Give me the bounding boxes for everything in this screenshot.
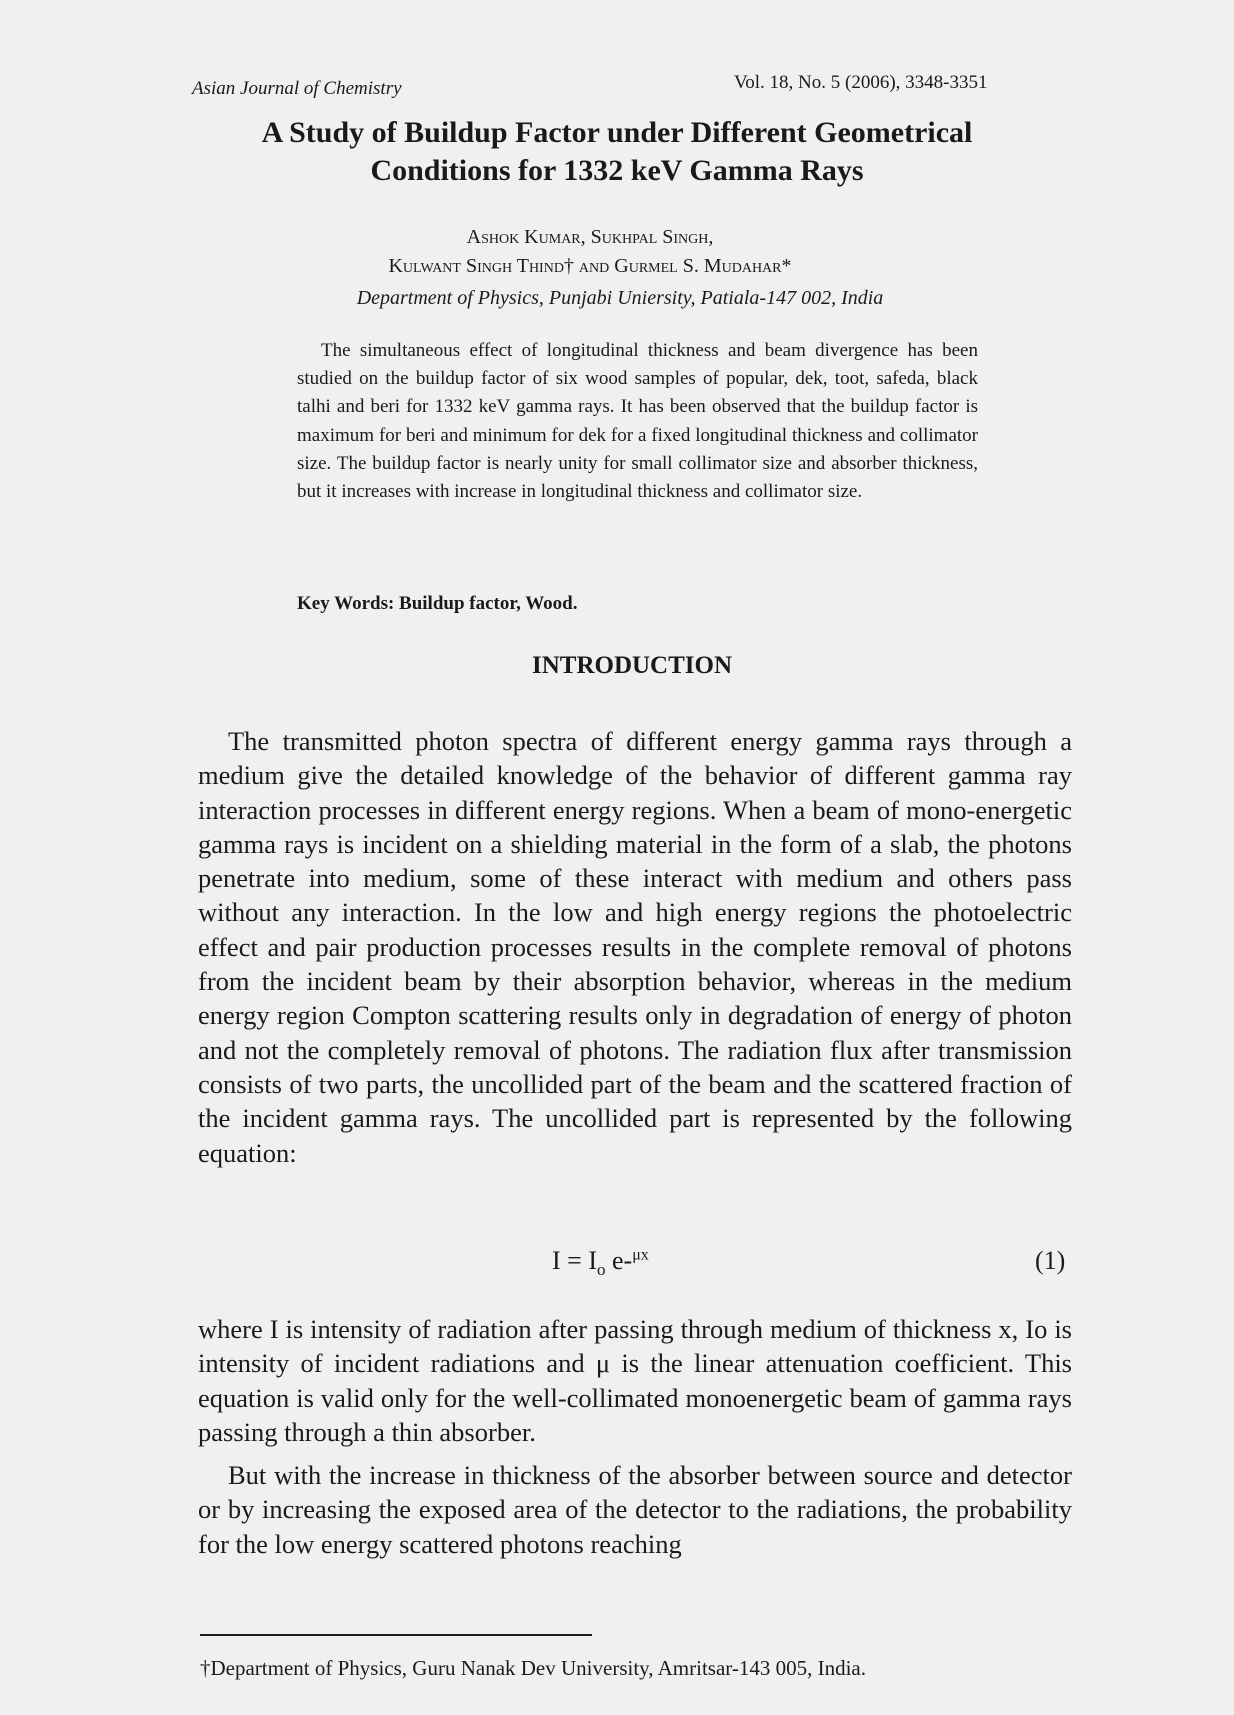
equation-exponent: μx (632, 1246, 649, 1264)
authors-line-1: Ashok Kumar, Sukhpal Singh, (466, 226, 714, 248)
volume-info: Vol. 18, No. 5 (2006), 3348-3351 (734, 72, 988, 93)
author-list (250, 223, 930, 281)
journal-name: Asian Journal of Chemistry (192, 78, 402, 99)
equation-rhs: e- (605, 1246, 633, 1275)
equation-lhs-subscript: o (596, 1260, 606, 1280)
title-line-1: A Study of Buildup Factor under Different Geometrical (261, 116, 973, 149)
equation-lhs: I = I (552, 1246, 597, 1275)
intro-paragraph-1: The transmitted photon spectra of different energy gamma rays through a medium give the detailed knowledge of the behavior of different gamma ray interaction processes in different energy regions. When a beam of mono-energetic gamma rays is incident on a shielding material in the form of a slab, the photons penetrate into medium, some of these interact with medium and others pass without any interaction. In the low and high energy regions the photoelectric effect and pair production processes results in the complete removal of photons from the incident beam by their absorption behavior, whereas in the medium energy region Compton scattering results only in degradation of energy of photon and not the completely removal of photons. The radiation flux after transmission consists of two parts, the uncollided part of the beam and the scattered fraction of the incident gamma rays. The uncollided part is represented by the following equation: (198, 726, 1072, 1168)
footnote-divider (200, 1634, 592, 1636)
intro-paragraph-2: where I is intensity of radiation after passing through medium of thickness x, Io is intensity of incident radiations and μ is the linear attenuation coefficient. This equation is valid only for the well-collimated monoenergetic beam of gamma rays passing through a thin absorber. (198, 1314, 1072, 1447)
keywords: Key Words: Buildup factor, Wood. (297, 593, 578, 614)
footnote: †Department of Physics, Guru Nanak Dev University, Amritsar-143 005, India. (200, 1656, 867, 1680)
section-heading-introduction: INTRODUCTION (531, 652, 733, 679)
equation-body (552, 1246, 649, 1280)
abstract: The simultaneous effect of longitudinal thickness and beam divergence has been studied on the buildup factor of six wood samples of popular, dek, toot, safeda, black talhi and beri for 1332 keV gamma rays. It has been observed that the buildup factor is maximum for beri and minimum for dek for a fixed longitudinal thickness and collimator size. The buildup factor is nearly unity for small collimator size and absorber thickness, but it increases with increase in longitudinal thickness and collimator size. (297, 340, 978, 503)
equation-number: (1) (1035, 1246, 1066, 1275)
paper-title (150, 114, 1084, 190)
affiliation: Department of Physics, Punjabi Uniersity, Patiala-147 002, India (356, 287, 884, 309)
title-line-2: Conditions for 1332 keV Gamma Rays (370, 154, 864, 187)
authors-line-2: Kulwant Singh Thind† and Gurmel S. Mudahar* (388, 255, 792, 277)
intro-paragraph-3: But with the increase in thickness of the absorber between source and detector or by increasing the exposed area of the detector to the radiations, the probability for the low energy scattered photons reaching (198, 1460, 1072, 1559)
